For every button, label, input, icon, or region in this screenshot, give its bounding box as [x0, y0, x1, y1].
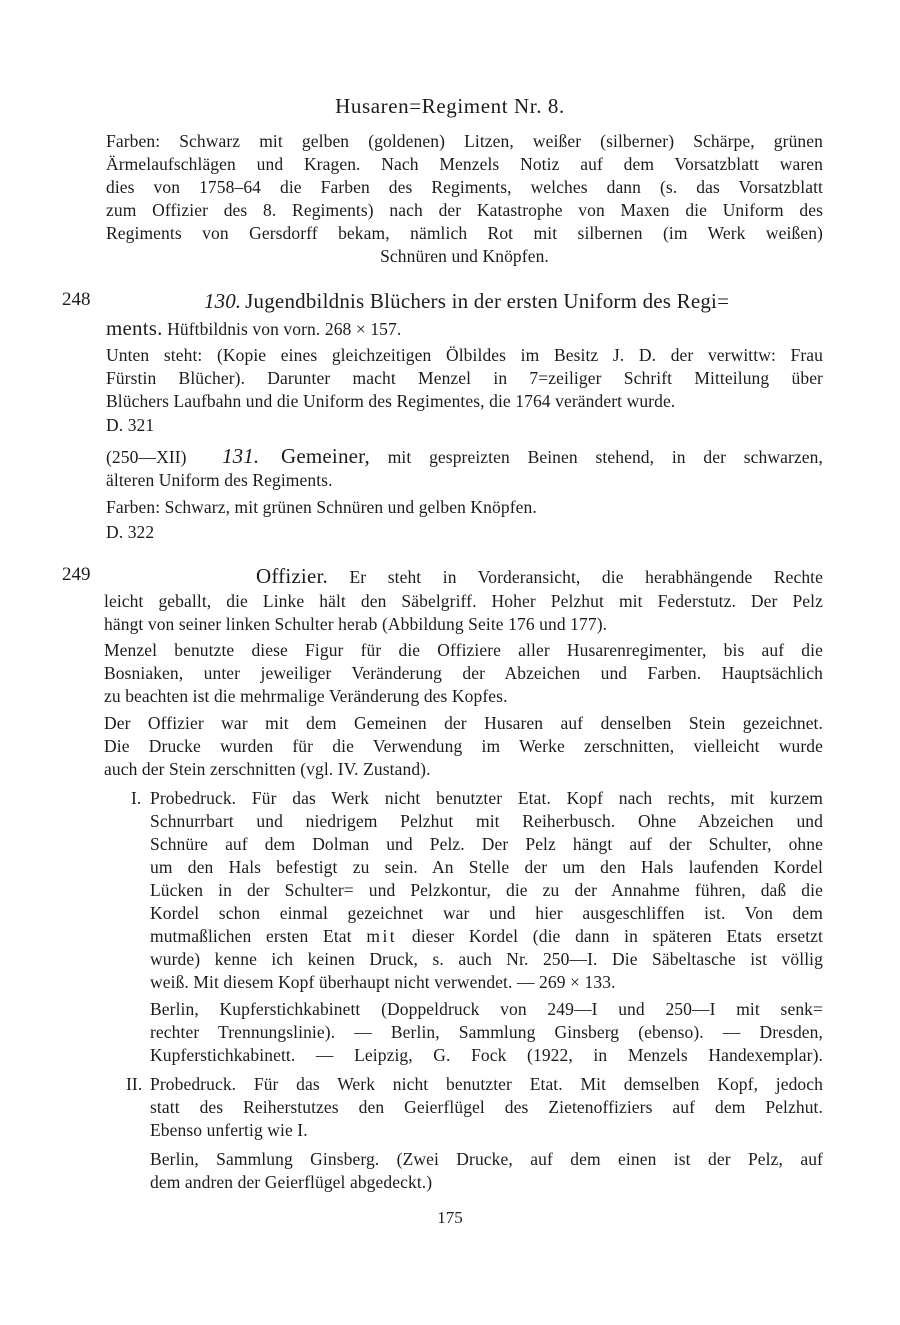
state-line: Probedruck. Für das Werk nicht benutzter Etat. Mit demselben Kopf, jedoch	[150, 1074, 823, 1094]
cross-reference: (250—XII)	[106, 447, 187, 467]
state-label: I.	[131, 788, 142, 808]
reference: D. 321	[106, 415, 155, 435]
holdings-line: Berlin, Kupferstichkabinett (Doppeldruck von 249—I und 250—I mit senk=	[150, 999, 823, 1019]
section-heading: Husaren=Regiment Nr. 8.	[335, 94, 565, 118]
intro-line: dies von 1758–64 die Farben des Regiments, welches dann (s. das Vorsatzblatt	[106, 177, 823, 197]
holdings-line: Berlin, Sammlung Ginsberg. (Zwei Drucke, auf dem einen ist der Pelz, auf	[150, 1149, 823, 1169]
state-line: Probedruck. Für das Werk nicht benutzter Etat. Kopf nach rechts, mit kurzem	[150, 788, 823, 808]
intro-line: zum Offizier des 8. Regiments) nach der Katastrophe von Maxen die Uniform des	[106, 200, 823, 220]
description-line: Bosniaken, unter jeweiliger Veränderung der Abzeichen und Farben. Hauptsächlich	[104, 663, 823, 683]
intro-line: Ärmelaufschlägen und Kragen. Nach Menzels Notiz auf dem Vorsatzblatt waren	[106, 154, 823, 174]
state-text: mutmaßlichen ersten Etat	[150, 926, 367, 946]
entry-title: Gemeiner,	[280, 444, 370, 468]
entry-description: Er steht in Vorderansicht, die herabhängende Rechte	[349, 567, 824, 587]
state-line: Ebenso unfertig wie I.	[150, 1120, 308, 1140]
description-line: auch der Stein zerschnitten (vgl. IV. Zustand).	[104, 759, 431, 779]
description-line: zu beachten ist die mehrmalige Veränderung des Kopfes.	[104, 686, 508, 706]
entry-title-line	[106, 315, 401, 342]
description-line: Unten steht: (Kopie eines gleichzeitigen Ölbildes im Besitz J. D. der verwittw: Frau	[106, 345, 823, 365]
catalog-number: 248	[62, 289, 91, 310]
entry-title-cont: ments.	[106, 316, 163, 340]
description-line: Fürstin Blücher). Darunter macht Menzel in 7=zeiliger Schrift Mitteilung über	[106, 368, 823, 388]
holdings-line: dem andren der Geierflügel abgedeckt.)	[150, 1172, 433, 1192]
state-line: Kordel schon einmal gezeichnet war und hier ausgeschliffen ist. Von dem	[150, 903, 823, 923]
description-line: älteren Uniform des Regiments.	[106, 470, 333, 490]
state-text: dieser Kordel (die dann in späteren Etats ersetzt	[397, 926, 823, 946]
state-line: statt des Reiherstutzes den Geierflügel des Zietenoffiziers auf dem Pelzhut.	[150, 1097, 823, 1117]
entry-title: Offizier.	[256, 564, 328, 588]
state-label: II.	[126, 1074, 143, 1094]
state-line: Schnurrbart und niedrigem Pelzhut mit Reiherbusch. Ohne Abzeichen und	[150, 811, 823, 831]
intro-line: Farben: Schwarz mit gelben (goldenen) Litzen, weißer (silberner) Schärpe, grünen	[106, 131, 823, 151]
description-line: leicht geballt, die Linke hält den Säbelgriff. Hoher Pelzhut mit Federstutz. Der Pelz	[104, 591, 823, 611]
description-line: Die Drucke wurden für die Verwendung im Werke zerschnitten, vielleicht wurde	[104, 736, 823, 756]
intro-line: Regiments von Gersdorff bekam, nämlich Rot mit silbernen (im Werk weißen)	[106, 223, 823, 243]
entry-description: mit gespreizten Beinen stehend, in der schwarzen,	[387, 447, 823, 467]
catalog-number: 249	[62, 564, 91, 585]
holdings-line: Kupferstichkabinett. — Leipzig, G. Fock (1922, in Menzels Handexemplar).	[150, 1045, 823, 1065]
state-line: um den Hals befestigt zu sein. An Stelle der um den Hals laufenden Kordel	[150, 857, 823, 877]
state-line	[150, 925, 823, 948]
figure-number: 131.	[222, 444, 260, 468]
state-line: wurde) kenne ich keinen Druck, s. auch Nr. 250—I. Die Säbeltasche ist völlig	[150, 949, 823, 969]
page-number: 175	[437, 1208, 463, 1227]
entry-title-line	[106, 443, 823, 470]
entry-title: Jugendbildnis Blüchers in der ersten Uniform des Regi=	[245, 289, 730, 313]
description-line: Der Offizier war mit dem Gemeinen der Husaren auf denselben Stein gezeichnet.	[104, 713, 823, 733]
entry-dimensions: Hüftbildnis von vorn. 268 × 157.	[162, 319, 402, 339]
state-line: weiß. Mit diesem Kopf überhaupt nicht verwendet. — 269 × 133.	[150, 972, 616, 992]
description-line: Menzel benutzte diese Figur für die Offiziere aller Husarenregimenter, bis auf die	[104, 640, 823, 660]
entry-title-line	[204, 288, 729, 315]
figure-number: 130.	[204, 289, 242, 313]
intro-line: Schnüren und Knöpfen.	[380, 246, 549, 266]
description-line: Blüchers Laufbahn und die Uniform des Regimentes, die 1764 verändert wurde.	[106, 391, 676, 411]
entry-title-line	[256, 563, 823, 590]
holdings-line: rechter Trennungslinie). — Berlin, Sammlung Ginsberg (ebenso). — Dresden,	[150, 1022, 823, 1042]
state-line: Lücken in der Schulter= und Pelzkontur, die zu der Annahme führen, daß die	[150, 880, 823, 900]
colors-line: Farben: Schwarz, mit grünen Schnüren und gelben Knöpfen.	[106, 497, 537, 517]
reference: D. 322	[106, 522, 155, 542]
state-line: Schnüre auf dem Dolman und Pelz. Der Pelz hängt auf der Schulter, ohne	[150, 834, 823, 854]
description-line: hängt von seiner linken Schulter herab (Abbildung Seite 176 und 177).	[104, 614, 608, 634]
emphasis-text: mit	[366, 926, 398, 946]
